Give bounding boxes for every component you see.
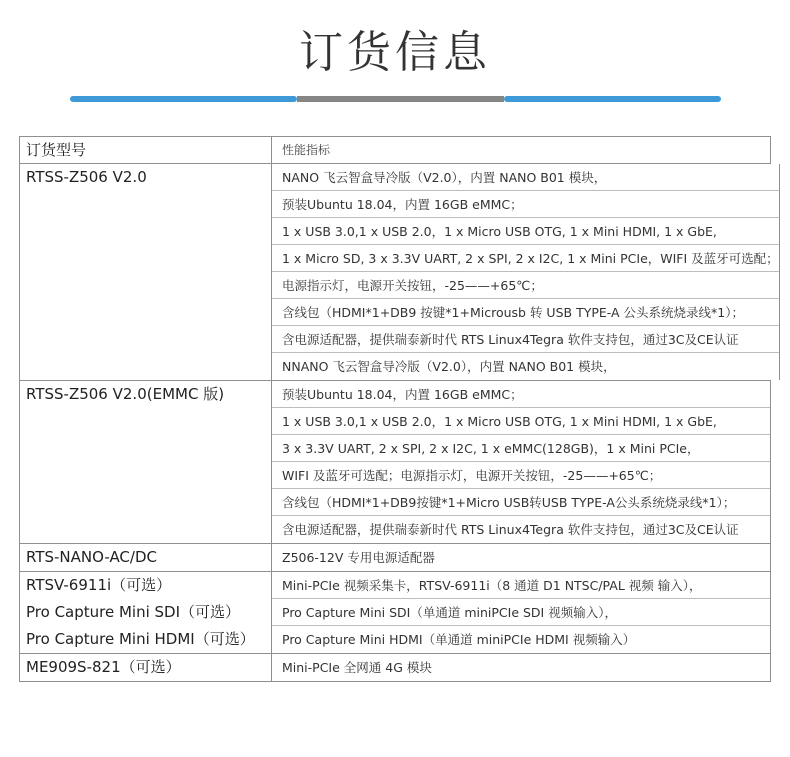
- spec-line: Mini-PCIe 视频采集卡，RTSV-6911i（8 通道 D1 NTSC/PAL 视频 输入），: [272, 572, 770, 599]
- model-name: RTSS-Z506 V2.0: [26, 168, 147, 186]
- model-name: Pro Capture Mini HDMI（可选）: [26, 630, 255, 648]
- spec-line: Mini-PCIe 全网通 4G 模块: [282, 660, 432, 675]
- table-row: [20, 654, 771, 682]
- page-title: 订货信息: [299, 27, 491, 78]
- model-cell: [20, 572, 272, 653]
- spec-line: 3 x 3.3V UART, 2 x SPI, 2 x I2C, 1 x eMMC(128GB)，1 x Mini PCIe，: [272, 435, 770, 462]
- title-underline-middle: [297, 96, 504, 102]
- model-cell: [20, 164, 272, 380]
- spec-line: 1 x USB 3.0,1 x USB 2.0，1 x Micro USB OTG, 1 x Mini HDMI, 1 x GbE,: [272, 408, 770, 435]
- table-row: [20, 164, 779, 381]
- title-underline-left: [70, 96, 297, 102]
- spec-line: Z506-12V 专用电源适配器: [282, 550, 435, 565]
- header-model-label: 订货型号: [26, 141, 87, 159]
- model-name: Pro Capture Mini SDI（可选）: [26, 603, 241, 621]
- spec-line: 含电源适配器，提供瑞泰新时代 RTS Linux4Tegra 软件支持包，通过3C及CE认证: [282, 522, 739, 537]
- model-name: ME909S-821（可选）: [26, 658, 181, 676]
- spec-cell: [272, 381, 771, 543]
- model-cell: [20, 544, 272, 571]
- spec-cell: [272, 164, 780, 380]
- spec-line: 1 x Micro SD, 3 x 3.3V UART, 2 x SPI, 2 x I2C, 1 x Mini PCIe，WIFI 及蓝牙可选配；: [272, 245, 779, 272]
- spec-line: 含线包（HDMI*1+DB9按键*1+Micro USB转USB TYPE-A公头系统烧录线*1）；: [272, 489, 770, 516]
- table-row: [20, 572, 771, 654]
- model-name: RTSV-6911i（可选）: [26, 576, 172, 594]
- spec-line: 电源指示灯，电源开关按钮，-25——+65℃；: [272, 272, 779, 299]
- spec-cell: [272, 572, 771, 653]
- model-cell: [20, 654, 272, 681]
- header-spec-label: 性能指标: [282, 143, 331, 157]
- model-name: RTS-NANO-AC/DC: [26, 548, 157, 566]
- spec-line: 预装Ubuntu 18.04，内置 16GB eMMC；: [272, 191, 779, 218]
- spec-line: 含电源适配器，提供瑞泰新时代 RTS Linux4Tegra 软件支持包，通过3C及CE认证: [272, 326, 779, 353]
- spec-line: Pro Capture Mini HDMI（单通道 miniPCIe HDMI 视频输入）: [282, 632, 636, 647]
- spec-cell: [272, 654, 771, 681]
- table-row: [20, 544, 771, 572]
- spec-line: Pro Capture Mini SDI（单通道 miniPCIe SDI 视频输入），: [272, 599, 770, 626]
- spec-line: WIFI 及蓝牙可选配；电源指示灯，电源开关按钮，-25——+65℃；: [272, 462, 770, 489]
- spec-line: 1 x USB 3.0,1 x USB 2.0，1 x Micro USB OTG, 1 x Mini HDMI, 1 x GbE,: [272, 218, 779, 245]
- order-info-table: [19, 136, 779, 682]
- model-cell: [20, 381, 272, 543]
- header-cell-spec: [272, 137, 771, 163]
- spec-line: 含线包（HDMI*1+DB9 按键*1+Microusb 转 USB TYPE-A 公头系统烧录线*1）；: [272, 299, 779, 326]
- table-header-row: [20, 137, 771, 164]
- spec-line: 预装Ubuntu 18.04，内置 16GB eMMC；: [272, 381, 770, 408]
- table-row: [20, 381, 771, 544]
- spec-line: NANO 飞云智盒导冷版（V2.0），内置 NANO B01 模块，: [272, 164, 779, 191]
- title-underline-right: [504, 96, 721, 102]
- spec-cell: [272, 544, 771, 571]
- spec-line: NNANO 飞云智盒导冷版（V2.0），内置 NANO B01 模块，: [282, 359, 616, 374]
- model-name: RTSS-Z506 V2.0(EMMC 版): [26, 385, 225, 403]
- table-body: [20, 164, 779, 682]
- header-cell-model: [20, 137, 272, 163]
